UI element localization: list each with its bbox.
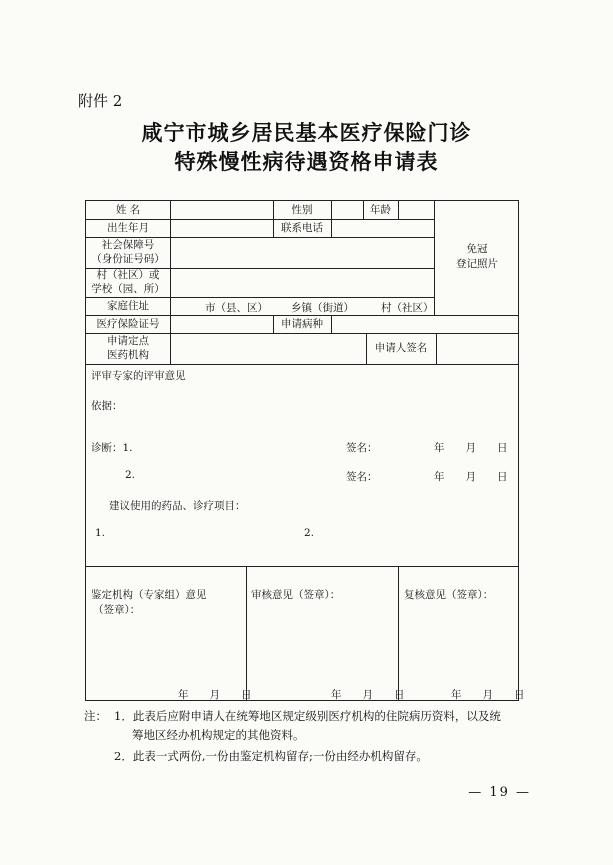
insurance-number-label: 医疗保险证号: [96, 318, 160, 330]
date-bottom-3: 年 月 日: [451, 689, 525, 701]
signature-label-1: 签名：: [346, 442, 378, 454]
column-divider: [170, 201, 171, 364]
birth-label: 出生年月: [107, 222, 149, 234]
note-1-line-2: 筹地区经办机构规定的其他资料。: [132, 728, 305, 742]
ssn-label-2: （身份证号码）: [91, 253, 165, 265]
column-divider: [331, 201, 332, 237]
expert-opinion-label: 评审专家的评审意见: [91, 370, 186, 382]
note-2: 2．此表一式两份,一份由鉴定机构留存;一份由经办机构留存。: [114, 749, 428, 763]
applicant-signature-label: 申请人签名: [374, 342, 428, 354]
row-divider: [86, 364, 518, 365]
column-divider: [436, 333, 437, 364]
photo-label-2: 登记照片: [456, 258, 498, 270]
column-divider: [398, 566, 399, 700]
page-number: — 19 —: [468, 785, 531, 800]
column-divider: [246, 566, 247, 700]
suggestion-1: 1.: [95, 527, 106, 539]
row-divider: [86, 297, 434, 298]
institution-label-1: 申请定点: [107, 335, 149, 347]
date-bottom-2: 年 月 日: [331, 689, 405, 701]
column-divider: [331, 315, 332, 333]
recheck-opinion-label: 复核意见（签章）：: [404, 589, 494, 601]
ssn-label-1: 社会保障号: [101, 239, 155, 251]
photo-label-1: 免冠: [466, 243, 488, 255]
diagnosis-2: 2.: [125, 469, 136, 481]
institution-label-2: 医药机构: [107, 349, 149, 361]
row-divider: [86, 237, 434, 238]
note-1-line-1: 1．此表后应附申请人在统筹地区规定级别医疗机构的住院病历资料，以及统: [114, 709, 501, 723]
notes-label: 注：: [84, 709, 107, 723]
form-title-line-2: 特殊慢性病待遇资格申请表: [174, 149, 439, 174]
appraisal-opinion-label-2: （签章）：: [93, 604, 141, 616]
suggestion-label: 建议使用的药品、诊疗项目：: [109, 500, 246, 512]
appraisal-opinion-label-1: 鉴定机构（专家组）意见: [91, 589, 207, 601]
village-label-1: 村（社区）或: [96, 269, 160, 281]
basis-label: 依据：: [91, 400, 123, 412]
name-label: 姓 名: [115, 204, 141, 216]
row-divider: [86, 315, 518, 316]
attachment-label: 附件 2: [78, 92, 123, 110]
age-label: 年龄: [370, 204, 391, 216]
diagnosis-label: 诊断：1.: [91, 442, 133, 454]
gender-label: 性别: [291, 204, 313, 216]
row-divider: [86, 566, 518, 567]
date-bottom-1: 年 月 日: [178, 689, 252, 701]
village-label-2: 学校（园、所）: [91, 283, 165, 295]
application-form-table: [85, 200, 525, 701]
address-town-label: 乡镇（街道）: [291, 302, 354, 314]
date-2: 年 月 日: [434, 471, 508, 483]
phone-label: 联系电话: [281, 222, 323, 234]
disease-label: 申请病种: [281, 318, 323, 330]
form-title-line-1: 咸宁市城乡居民基本医疗保险门诊: [141, 120, 472, 145]
column-divider: [398, 201, 399, 219]
review-opinion-label: 审核意见（签章）：: [251, 589, 341, 601]
address-village-label: 村（社区）: [381, 302, 434, 314]
signature-label-2: 签名：: [346, 471, 378, 483]
address-label: 家庭住址: [107, 300, 149, 312]
row-divider: [86, 333, 518, 334]
date-1: 年 月 日: [434, 442, 508, 454]
address-city-label: 市（县、区）: [205, 302, 268, 314]
suggestion-2: 2.: [304, 527, 315, 539]
row-divider: [86, 219, 434, 220]
